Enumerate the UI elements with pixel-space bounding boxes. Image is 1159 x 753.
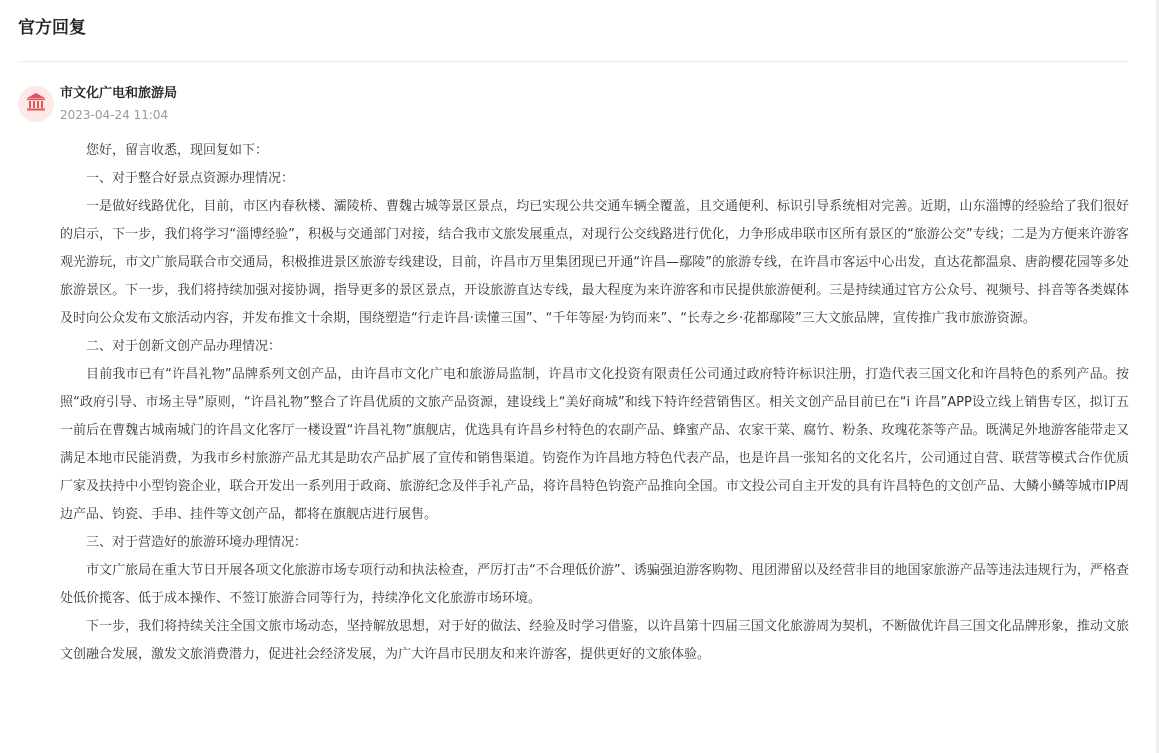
reply-content (60, 137, 1129, 669)
reply-paragraph: 三、对于营造好的旅游环境办理情况： (86, 535, 308, 550)
reply-paragraph: 目前我市已有“许昌礼物”品牌系列文创产品，由许昌市文化广电和旅游局监制，许昌市文化投资有限责任公司通过政府特许标识注册，打造代表三国文化和许昌特色的系列产品。按照“政府引导、市场主导”原则，“许昌礼物”整合了许昌优质的文旅产品资源，建设线上“美好商城”和线下特许经营销售区。相关文创产品目前已在“i 许昌”APP设立线上销售专区，拟订五一前后在曹魏古城南城门的许昌文化客厅一楼设置“许昌礼物”旗舰店，优选具有许昌乡村特色的农副产品、蜂蜜产品、农家干菜、腐竹、粉条、玫瑰花茶等产品。既满足外地游客能带走又满足本地市民能消费，为我市乡村旅游产品尤其是助农产品扩展了宣传和销售渠道。钧瓷作为许昌地方特色代表产品，也是许昌一张知名的文化名片，公司通过自营、联营等模式合作优质厂家及扶持中小型钧瓷企业，联合开发出一系列用于政商、旅游纪念及伴手礼产品，将许昌特色钧瓷产品推向全国。市文投公司自主开发的具有许昌特色的文创产品、大鳞小鳞等城市IP周边产品、钧瓷、手串、挂件等文创产品，都将在旗舰店进行展售。 (60, 367, 1129, 522)
reply-paragraph: 一、对于整合好景点资源办理情况： (86, 171, 295, 186)
reply-timestamp: 2023-04-24 11:04 (60, 108, 169, 122)
government-building-icon (25, 91, 47, 117)
reply-paragraph: 二、对于创新文创产品办理情况： (86, 339, 282, 354)
reply-paragraph: 您好，留言收悉，现回复如下： (86, 143, 269, 158)
reply-author: 市文化广电和旅游局 (60, 86, 178, 101)
reply-paragraph: 一是做好线路优化，目前，市区内春秋楼、灞陵桥、曹魏古城等景区景点，均已实现公共交通车辆全覆盖，且交通便利、标识引导系统相对完善。近期，山东淄博的经验给了我们很好的启示，下一步，我们将学习“淄博经验”，积极与交通部门对接，结合我市文旅发展重点，对现行公交线路进行优化，力争形成串联市区所有景区的“旅游公交”专线；二是为方便来许游客观光游玩，市文广旅局联合市交通局，积极推进景区旅游专线建设，目前，许昌市万里集团现已开通“许昌—鄢陵”的旅游专线，在许昌市客运中心出发，直达花都温泉、唐韵樱花园等多处旅游景区。下一步，我们将持续加强对接协调，指导更多的景区景点，开设旅游直达专线，最大程度为来许游客和市民提供旅游便利。三是持续通过官方公众号、视频号、抖音等各类媒体及时向公众发布文旅活动内容，并发布推文十余期，围绕塑造“行走许昌·读懂三国”、“千年等屋·为钧而来”、“长寿之乡·花都鄢陵”三大文旅品牌，宣传推广我市旅游资源。 (60, 199, 1129, 326)
avatar (18, 86, 54, 122)
reply-paragraph: 下一步，我们将持续关注全国文旅市场动态，坚持解放思想，对于好的做法、经验及时学习借鉴，以许昌第十四届三国文化旅游周为契机，不断做优许昌三国文化品牌形象，推动文旅文创融合发展，激发文旅消费潜力，促进社会经济发展，为广大许昌市民朋友和来许游客，提供更好的文旅体验。 (60, 619, 1129, 662)
header-divider (18, 61, 1128, 62)
section-title: 官方回复 (18, 18, 86, 38)
reply-paragraph: 市文广旅局在重大节日开展各项文化旅游市场专项行动和执法检查，严厉打击“不合理低价游”、诱骗强迫游客购物、甩团滞留以及经营非目的地国家旅游产品等违法违规行为，严格查处低价揽客、低于成本操作、不签订旅游合同等行为，持续净化文化旅游市场环境。 (60, 563, 1129, 606)
